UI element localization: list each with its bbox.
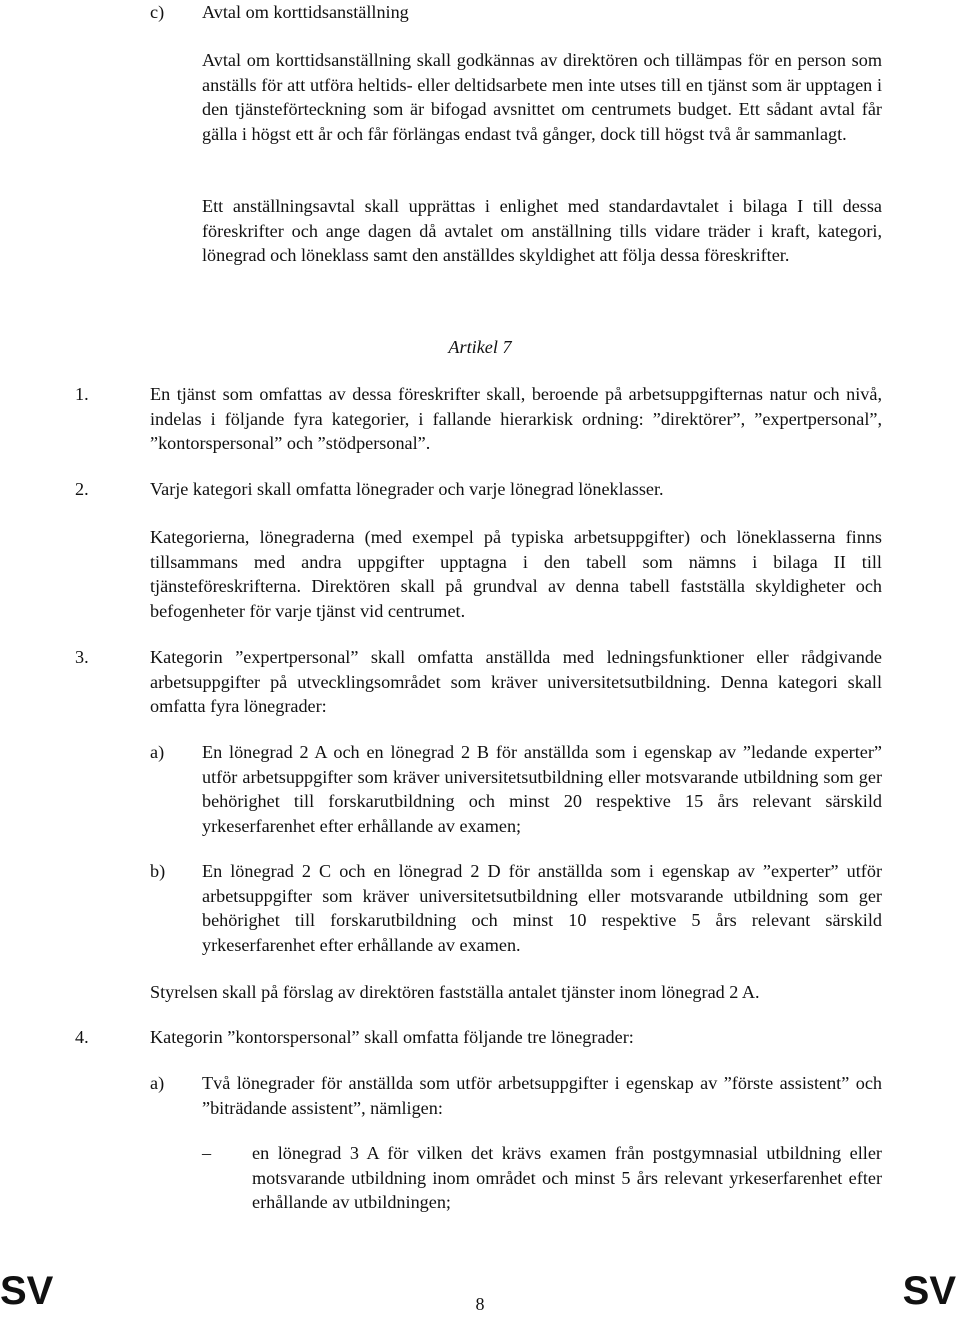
footer-language-code-left: SV: [0, 1269, 54, 1313]
footer-language-code-right: SV: [902, 1269, 956, 1313]
item-1-number: 1.: [75, 384, 89, 404]
item-2-text: Varje kategori skall omfatta lönegrader och varje lönegrad löneklasser.: [150, 479, 664, 499]
item-2-number: 2.: [75, 479, 89, 499]
section-c-label: c): [150, 2, 165, 22]
item-4a-dash: –: [202, 1143, 212, 1163]
item-4a-dash-text: en lönegrad 3 A för vilken det krävs examen från postgymnasial utbildning eller motsvarande utbildning inom området och minst 5 års relevant yrkeserfarenhet efter erhållande av utbildningen;: [252, 1143, 882, 1213]
item-4-number: 4.: [75, 1027, 89, 1047]
item-3-number: 3.: [75, 647, 89, 667]
section-c-paragraph-1: Avtal om korttidsanställning skall godkännas av direktören och tillämpas för en person som anställs för att utföra heltids- eller deltidsarbete men inte utses till en tjänst som är upptagen i den tjänsteförteckning som är bifogad avsnittet om centrumets budget. Ett sådant avtal får gälla i högst ett år och får förlängas endast två gånger, dock till högst två år sammanlagt.: [202, 50, 882, 144]
item-2-paragraph-2: Kategorierna, lönegraderna (med exempel på typiska arbetsuppgifter) och löneklasserna finns tillsammans med andra uppgifter upptagna i den tabell som nämns i bilaga II till tjänsteföreskrifterna. Direktören skall på grundval av denna tabell fastställa skyldigheter och befogenheter för varje tjänst vid centrumet.: [150, 527, 882, 621]
item-3b-label: b): [150, 861, 166, 881]
item-3-text: Kategorin ”expertpersonal” skall omfatta anställda med ledningsfunktioner eller rådgivande arbetsuppgifter på utvecklingsområdet som kräver universitetsutbildning. Denna kategori skall omfatta fyra lönegrader:: [150, 647, 882, 717]
page-number: 8: [475, 1294, 485, 1314]
section-c-title: Avtal om korttidsanställning: [202, 2, 409, 22]
section-c-paragraph-2: Ett anställningsavtal skall upprättas i enlighet med standardavtalet i bilaga I till dessa föreskrifter och ange dagen då avtalet om anställning tills vidare träder i kraft, kategori, lönegrad och löneklass samt den anställdes skyldighet att följa dessa föreskrifter.: [202, 196, 882, 266]
item-3a-label: a): [150, 742, 165, 762]
item-4-text: Kategorin ”kontorspersonal” skall omfatta följande tre lönegrader:: [150, 1027, 634, 1047]
item-3-closing: Styrelsen skall på förslag av direktören fastställa antalet tjänster inom lönegrad 2 A.: [150, 982, 760, 1002]
article-heading: Artikel 7: [448, 337, 512, 357]
item-1-text: En tjänst som omfattas av dessa föreskrifter skall, beroende på arbetsuppgifternas natur och nivå, indelas i följande fyra kategorier, i fallande hierarkisk ordning: ”direktörer”, ”expertpersonal”, ”kontorspersonal” och ”stödpersonal”.: [150, 384, 882, 454]
item-4a-label: a): [150, 1073, 165, 1093]
item-3b-text: En lönegrad 2 C och en lönegrad 2 D för anställda som i egenskap av ”experter” utför arbetsuppgifter som kräver universitetsutbildning eller motsvarande utbildning som ger behörighet till forskarutbildning och minst 10 respektive 5 års relevant särskild yrkeserfarenhet efter erhållande av examen.: [202, 861, 882, 955]
item-3a-text: En lönegrad 2 A och en lönegrad 2 B för anställda som i egenskap av ”ledande experter” utför arbetsuppgifter som kräver universitetsutbildning eller motsvarande utbildning som ger behörighet till forskarutbildning och minst 20 respektive 15 års relevant särskild yrkeserfarenhet efter erhållande av examen;: [202, 742, 882, 836]
item-4a-text: Två lönegrader för anställda som utför arbetsuppgifter i egenskap av ”förste assistent” och ”biträdande assistent”, nämligen:: [202, 1073, 882, 1118]
